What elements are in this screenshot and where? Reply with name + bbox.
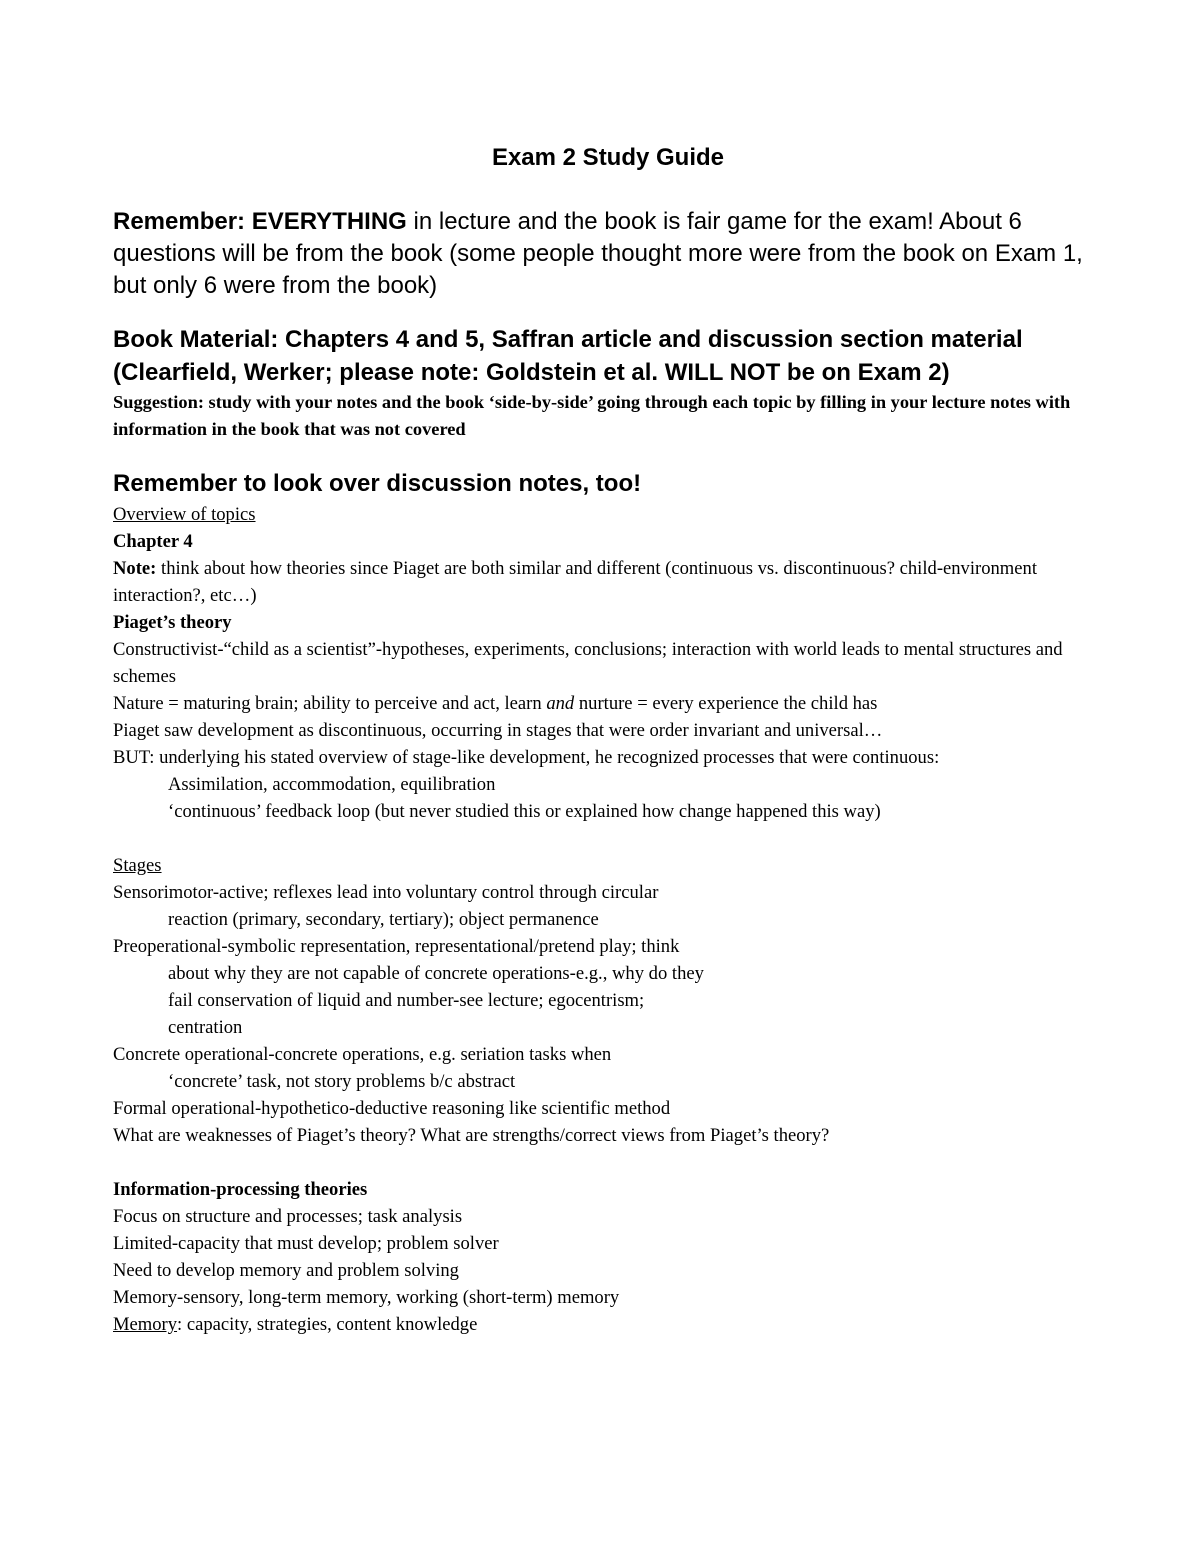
intro-everything: EVERYTHING bbox=[251, 208, 407, 235]
info-need: Need to develop memory and problem solving bbox=[113, 1260, 459, 1281]
intro-label: Remember: bbox=[113, 208, 246, 235]
stage-preop-1: Preoperational-symbolic representation, representational/pretend play; think bbox=[113, 936, 680, 957]
stage-sensorimotor-1: Sensorimotor-active; reflexes lead into voluntary control through circular bbox=[113, 882, 659, 903]
document-page bbox=[113, 138, 1103, 1338]
book-material-heading: Book Material: Chapters 4 and 5, Saffran article and discussion section material (Clearfield, Werker; please note: Goldstein et al. WILL NOT be on Exam 2) bbox=[113, 326, 1023, 386]
info-memory-types: Memory-sensory, long-term memory, working (short-term) memory bbox=[113, 1287, 620, 1308]
remember-discussion-heading: Remember to look over discussion notes, too! bbox=[113, 470, 642, 497]
info-limited: Limited-capacity that must develop; problem solver bbox=[113, 1233, 499, 1254]
note-text: think about how theories since Piaget are both similar and different (continuous vs. discontinuous? child-environment interaction?, etc…) bbox=[113, 558, 1037, 606]
stage-preop-3: fail conservation of liquid and number-see lecture; egocentrism; bbox=[168, 990, 645, 1011]
info-processing-heading: Information-processing theories bbox=[113, 1179, 368, 1200]
chapter4-heading: Chapter 4 bbox=[113, 531, 193, 552]
stage-formal: Formal operational-hypothetico-deductive reasoning like scientific method bbox=[113, 1098, 671, 1119]
memory-label: Memory bbox=[113, 1314, 178, 1335]
stage-concrete-1: Concrete operational-concrete operations, e.g. seriation tasks when bbox=[113, 1044, 612, 1065]
piaget-assimilation: Assimilation, accommodation, equilibration bbox=[168, 774, 496, 795]
stage-preop-4: centration bbox=[168, 1017, 243, 1038]
stage-sensorimotor-2: reaction (primary, secondary, tertiary); object permanence bbox=[168, 909, 599, 930]
info-memory bbox=[113, 1311, 1103, 1338]
document-title: Exam 2 Study Guide bbox=[491, 144, 725, 171]
piaget-discontinuous: Piaget saw development as discontinuous, occurring in stages that were order invariant and universal… bbox=[113, 720, 883, 741]
nature-text-a: Nature = maturing brain; ability to perceive and act, learn bbox=[113, 693, 547, 714]
piaget-constructivist: Constructivist-“child as a scientist”-hypotheses, experiments, conclusions; interaction with world leads to mental structures and schemes bbox=[113, 639, 1063, 687]
piaget-feedback: ‘continuous’ feedback loop (but never studied this or explained how change happened this way) bbox=[168, 801, 881, 822]
intro-text: in lecture and the book is fair game for the exam! About 6 questions will be from the book (some people thought more were from the book on Exam 1, but only 6 were from the book) bbox=[113, 208, 1083, 299]
stage-concrete-2: ‘concrete’ task, not story problems b/c abstract bbox=[168, 1071, 516, 1092]
nature-text-b: nurture = every experience the child has bbox=[574, 693, 878, 714]
overview-heading: Overview of topics bbox=[113, 504, 256, 525]
memory-rest: : capacity, strategies, content knowledge bbox=[177, 1314, 478, 1335]
piaget-weaknesses-question: What are weaknesses of Piaget’s theory? What are strengths/correct views from Piaget’s theory? bbox=[113, 1125, 830, 1146]
stage-preop-2: about why they are not capable of concrete operations-e.g., why do they bbox=[168, 963, 704, 984]
piaget-but: BUT: underlying his stated overview of stage-like development, he recognized processes that were continuous: bbox=[113, 747, 940, 768]
note-label: Note: bbox=[113, 558, 157, 579]
intro-paragraph bbox=[113, 206, 1103, 302]
piaget-nature bbox=[113, 690, 1103, 717]
piaget-heading: Piaget’s theory bbox=[113, 612, 232, 633]
nature-and: and bbox=[546, 693, 575, 714]
info-focus: Focus on structure and processes; task analysis bbox=[113, 1206, 463, 1227]
stages-heading: Stages bbox=[113, 855, 162, 876]
suggestion-text: Suggestion: study with your notes and the book ‘side-by-side’ going through each topic by filling in your lecture notes with information in the book that was not covered bbox=[113, 392, 1071, 439]
note-paragraph bbox=[113, 555, 1103, 609]
